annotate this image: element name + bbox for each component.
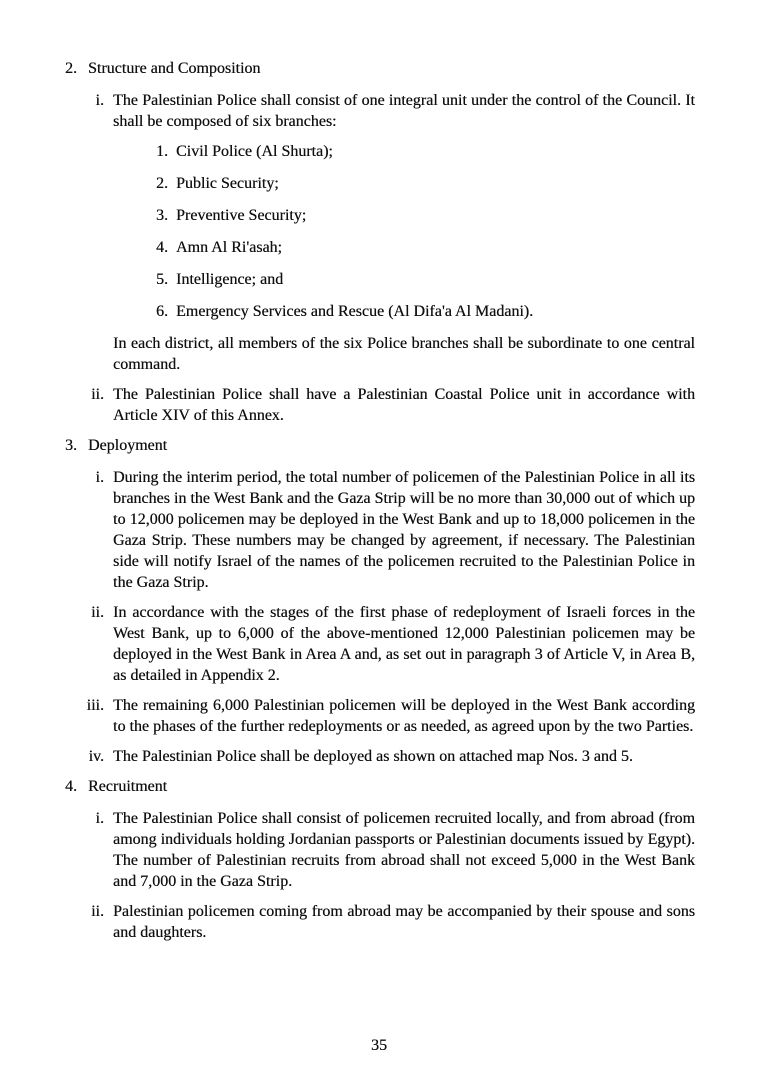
item-label: ii.: [91, 386, 104, 403]
item-text: The remaining 6,000 Palestinian policemen will be deployed in the West Bank according to the phases of the further redeployments or as needed, as agreed upon by the two Parties.: [113, 697, 695, 735]
item-label: i.: [95, 92, 104, 109]
section-structure-and-composition: [0, 58, 695, 426]
item-text: The Palestinian Police shall have a Palestinian Coastal Police unit in accordance with Article XIV of this Annex.: [113, 386, 695, 424]
item-text: Intelligence; and: [176, 271, 284, 288]
item-label: 2.: [156, 175, 168, 192]
branch-list-item: [146, 301, 695, 322]
item-label: i.: [95, 810, 104, 827]
item-text: The Palestinian Police shall consist of one integral unit under the control of the Council. It shall be composed of six branches:: [113, 92, 695, 130]
item-label: ii.: [91, 903, 104, 920]
branch-list-item: [146, 237, 695, 258]
list-item-roman-iv: [74, 746, 695, 767]
item-label: ii.: [91, 604, 104, 621]
item-text: Preventive Security;: [176, 207, 307, 224]
section-title: Structure and Composition: [88, 60, 261, 77]
branch-list-item: [146, 205, 695, 226]
section-recruitment: [0, 776, 695, 943]
branch-list-item: [146, 141, 695, 162]
item-text: The Palestinian Police shall be deployed as shown on attached map Nos. 3 and 5.: [113, 748, 633, 765]
item-label: 3.: [156, 207, 168, 224]
section-heading: [65, 435, 695, 456]
list-item-roman-ii: [74, 384, 695, 426]
item-label: iv.: [88, 748, 104, 765]
list-item-roman-i: [74, 90, 695, 132]
list-item-roman-ii: [74, 901, 695, 943]
item-label: 1.: [156, 143, 168, 160]
item-text: Amn Al Ri'asah;: [176, 239, 282, 256]
item-text: In accordance with the stages of the first phase of redeployment of Israeli forces in the West Bank, up to 6,000 of the above-mentioned 12,000 Palestinian policemen may be deployed in the West Bank in Area A and, as set out in paragraph 3 of Article V, in Area B, as detailed in Appendix 2.: [113, 604, 695, 684]
item-label: 5.: [156, 271, 168, 288]
item-text: Civil Police (Al Shurta);: [176, 143, 333, 160]
section-title: Recruitment: [88, 778, 168, 795]
branch-list-item: [146, 173, 695, 194]
section-deployment: [0, 435, 695, 767]
section-number: 2.: [65, 60, 77, 77]
item-text: The Palestinian Police shall consist of policemen recruited locally, and from abroad (from among individuals holding Jordanian passports or Palestinian documents issued by Egypt). The number of Palestinian recruits from abroad shall not exceed 5,000 in the West Bank and 7,000 in the Gaza Strip.: [113, 810, 695, 890]
section-title: Deployment: [88, 437, 168, 454]
branch-list-item: [146, 269, 695, 290]
item-label: 6.: [156, 303, 168, 320]
item-label: 4.: [156, 239, 168, 256]
item-label: iii.: [86, 697, 104, 714]
item-text: Public Security;: [176, 175, 279, 192]
list-item-roman-ii: [74, 602, 695, 686]
continuation-paragraph: In each district, all members of the six Police branches shall be subordinate to one central command.: [113, 335, 695, 373]
item-label: i.: [95, 469, 104, 486]
page-number: 35: [371, 1037, 387, 1054]
list-item-roman-i: [74, 467, 695, 593]
item-text: Palestinian policemen coming from abroad may be accompanied by their spouse and sons and daughters.: [113, 903, 695, 941]
section-number: 4.: [65, 778, 77, 795]
section-heading: [65, 776, 695, 797]
item-text: During the interim period, the total number of policemen of the Palestinian Police in all its branches in the West Bank and the Gaza Strip will be no more than 30,000 out of which up to 12,000 policemen may be deployed in the West Bank and up to 18,000 policemen in the Gaza Strip. These numbers may be changed by agreement, if necessary. The Palestinian side will notify Israel of the names of the policemen recruited to the Palestinian Police in the Gaza Strip.: [113, 469, 695, 591]
section-heading: [65, 58, 695, 79]
item-text: Emergency Services and Rescue (Al Difa'a Al Madani).: [176, 303, 534, 320]
list-item-roman-i: [74, 808, 695, 892]
section-number: 3.: [65, 437, 77, 454]
list-item-roman-iii: [74, 695, 695, 737]
